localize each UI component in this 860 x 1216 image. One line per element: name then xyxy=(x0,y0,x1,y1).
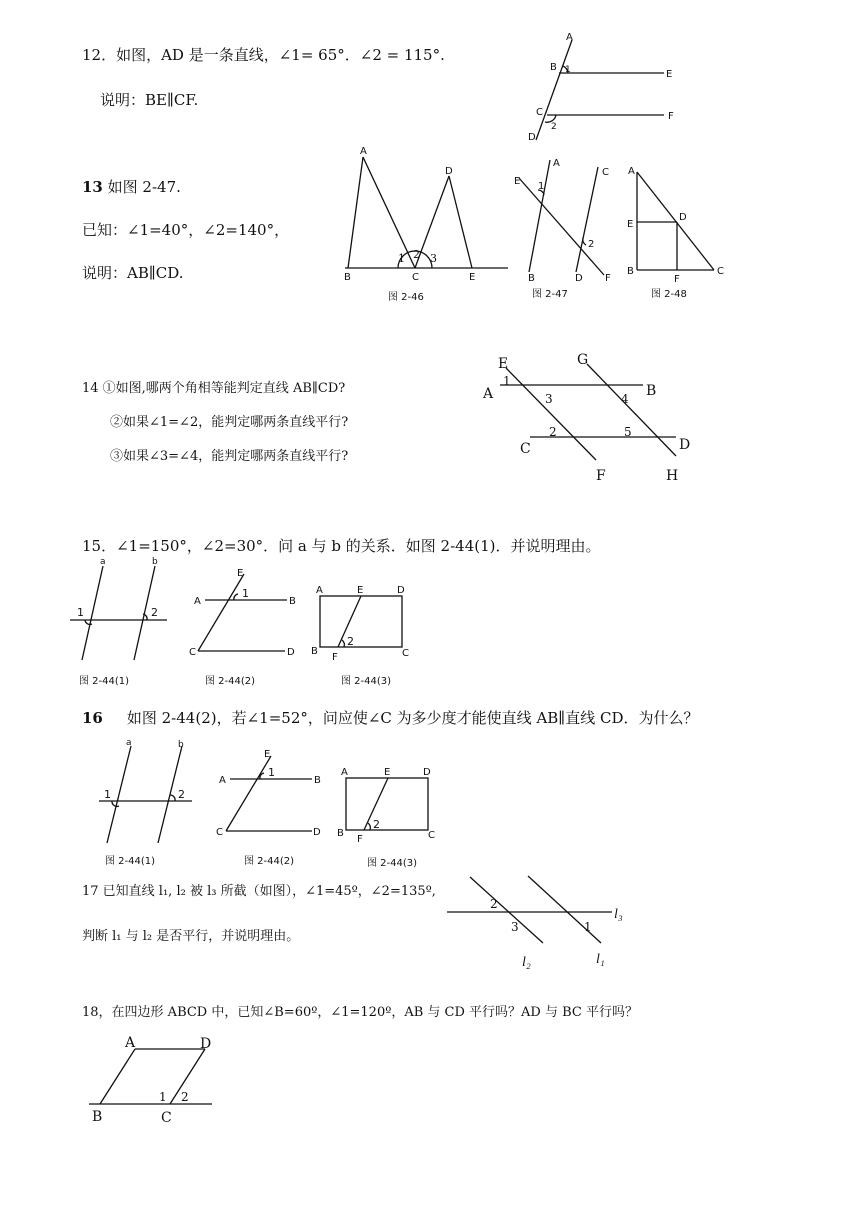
caption: 图 2-44(2) xyxy=(244,856,295,867)
figure-2-47 xyxy=(514,158,611,300)
segment-ab xyxy=(348,157,363,268)
label-c: C xyxy=(717,266,724,277)
label-l3: l₃ xyxy=(614,907,623,922)
line-a xyxy=(82,566,103,660)
label-angle-2: 2 xyxy=(151,606,158,619)
angle-2-arc xyxy=(368,823,370,830)
label-a: A xyxy=(628,166,635,177)
label-b: b xyxy=(152,557,158,567)
label-b: B xyxy=(337,828,344,839)
q17-given: 17 已知直线 l₁, l₂ 被 l₃ 所截（如图），∠1=45º，∠2=135º, xyxy=(82,884,436,899)
q12-figure xyxy=(528,32,674,143)
label-c: C xyxy=(161,1110,172,1126)
label-d: D xyxy=(445,166,453,177)
label-f: F xyxy=(332,652,338,663)
label-d: D xyxy=(200,1036,212,1052)
label-d: D xyxy=(397,585,405,596)
caption: 图 2-44(3) xyxy=(341,676,392,687)
label-a: A xyxy=(566,32,573,43)
label-e: E xyxy=(498,356,509,372)
angle-2-arc xyxy=(583,238,586,245)
label-d: D xyxy=(575,273,583,284)
label-l2: l₂ xyxy=(522,955,531,970)
label-e: E xyxy=(627,219,634,230)
q15-figure-2-44-2 xyxy=(189,568,296,687)
label-c: C xyxy=(189,647,196,658)
label-c: C xyxy=(428,830,435,841)
q16-figure-2-44-1 xyxy=(99,738,192,867)
transversal xyxy=(226,756,271,831)
figure-2-48 xyxy=(627,166,724,300)
q14-part1: 14 ①如图,哪两个角相等能判定直线 AB∥CD? xyxy=(82,381,346,396)
angle-1-arc xyxy=(234,594,238,600)
q18-statement: 18，在四边形 ABCD 中，已知∠B=60º，∠1=120º，AB 与 CD 平行吗？AD 与 BC 平行吗？ xyxy=(82,1005,638,1020)
label-b: B xyxy=(646,383,657,399)
label-a: A xyxy=(125,1035,136,1051)
label-angle-3: 3 xyxy=(545,392,553,406)
label-angle-2: 2 xyxy=(181,1090,189,1104)
label-angle-1: 1 xyxy=(159,1090,167,1104)
label-a: A xyxy=(483,386,494,402)
label-b: B xyxy=(344,272,351,283)
label-d: D xyxy=(528,132,536,143)
label-b: B xyxy=(314,775,321,786)
label-e: E xyxy=(469,272,476,283)
label-l1: l₁ xyxy=(596,952,605,967)
caption: 图 2-48 xyxy=(651,289,687,300)
label-a: A xyxy=(360,146,367,157)
label-angle-1: 1 xyxy=(538,181,545,192)
line-ab xyxy=(529,160,550,272)
label-b: B xyxy=(528,273,535,284)
label-a: a xyxy=(126,738,132,748)
label-angle-1: 1 xyxy=(584,920,592,934)
label-b: b xyxy=(178,740,184,750)
segment-ac xyxy=(363,157,415,268)
label-f: F xyxy=(668,111,674,122)
label-angle-1: 1 xyxy=(77,606,84,619)
label-angle-1: 1 xyxy=(104,788,111,801)
line-gh xyxy=(587,364,676,456)
label-c: C xyxy=(602,167,609,178)
label-angle-2: 2 xyxy=(347,635,354,648)
label-angle-5: 5 xyxy=(624,425,632,439)
label-a: A xyxy=(553,158,560,169)
q16-text: 如图 2-44(2)，若∠1=52°，问应使∠C 为多少度才能使直线 AB∥直线 CD．为什么？ xyxy=(126,709,699,727)
label-d: D xyxy=(679,437,691,453)
label-c: C xyxy=(216,827,223,838)
label-f: F xyxy=(674,274,680,285)
angle-2-arc xyxy=(170,795,175,801)
label-e: E xyxy=(264,749,271,760)
label-angle-2: 2 xyxy=(551,122,557,132)
q12-statement: 12．如图，AD 是一条直线，∠1= 65°．∠2 = 115°. xyxy=(82,46,445,64)
q16-number: 16 xyxy=(82,709,103,727)
label-f: F xyxy=(596,468,606,484)
label-e: E xyxy=(666,69,673,80)
label-angle-2: 2 xyxy=(549,425,557,439)
caption: 图 2-46 xyxy=(388,292,424,303)
label-angle-2: 2 xyxy=(413,248,420,261)
label-e: E xyxy=(514,176,521,187)
label-a: a xyxy=(100,557,106,567)
caption: 图 2-47 xyxy=(532,289,568,300)
label-angle-2: 2 xyxy=(588,239,595,250)
caption: 图 2-44(1) xyxy=(105,856,156,867)
q14-part2: ②如果∠1=∠2，能判定哪两条直线平行? xyxy=(110,415,349,430)
side-ab xyxy=(100,1049,135,1104)
label-c: C xyxy=(402,648,409,659)
label-angle-2: 2 xyxy=(490,897,498,911)
label-b: B xyxy=(92,1109,103,1125)
line-l2 xyxy=(470,877,543,943)
label-h: H xyxy=(666,468,679,484)
segment-de xyxy=(449,176,472,268)
side-ac xyxy=(637,172,714,270)
q13-question: 说明：AB∥CD. xyxy=(82,264,184,282)
q17-figure xyxy=(447,876,623,970)
q15-figure-2-44-3 xyxy=(311,585,409,687)
label-angle-4: 4 xyxy=(621,392,629,406)
label-angle-3: 3 xyxy=(430,252,437,265)
label-d: D xyxy=(423,767,431,778)
q17-question: 判断 l₁ 与 l₂ 是否平行，并说明理由。 xyxy=(82,929,300,944)
q15-statement: 15．∠1=150°，∠2=30°．问 a 与 b 的关系．如图 2-44(1)．并说明理由。 xyxy=(82,537,601,555)
q15-figure-2-44-1 xyxy=(70,557,167,687)
label-a: A xyxy=(316,585,323,596)
label-b: B xyxy=(627,266,634,277)
figure-2-46 xyxy=(344,146,508,303)
caption: 图 2-44(3) xyxy=(367,858,418,869)
caption: 图 2-44(1) xyxy=(79,676,130,687)
label-e: E xyxy=(357,585,364,596)
q14-part3: ③如果∠3=∠4，能判定哪两条直线平行? xyxy=(110,449,349,464)
q16-figure-2-44-2 xyxy=(216,749,321,867)
label-angle-1: 1 xyxy=(268,766,275,779)
angle-2-arc xyxy=(342,640,344,647)
label-a: A xyxy=(219,775,226,786)
label-d: D xyxy=(679,212,687,223)
label-d: D xyxy=(287,647,295,658)
label-f: F xyxy=(357,834,363,845)
label-angle-1: 1 xyxy=(503,374,511,388)
angle-1-arc xyxy=(112,801,119,806)
label-angle-3: 3 xyxy=(511,920,519,934)
label-c: C xyxy=(412,272,419,283)
q13-number: 13 xyxy=(82,178,103,196)
q18-figure xyxy=(89,1035,212,1126)
label-angle-1: 1 xyxy=(242,587,249,600)
q12-question: 说明：BE∥CF. xyxy=(100,91,199,109)
q13-title: 如图 2-47. xyxy=(102,178,181,196)
label-e: E xyxy=(384,767,391,778)
rectangle-abcd xyxy=(320,596,402,647)
transversal xyxy=(198,574,244,651)
label-angle-1: 1 xyxy=(398,252,405,265)
label-angle-2: 2 xyxy=(373,818,380,831)
label-b: B xyxy=(550,62,557,73)
label-f: F xyxy=(605,273,611,284)
label-b: B xyxy=(289,596,296,607)
q14-figure xyxy=(482,352,690,484)
label-a: A xyxy=(341,767,348,778)
label-e: E xyxy=(237,568,244,579)
label-g: G xyxy=(577,352,589,368)
rectangle-abcd xyxy=(346,778,428,830)
caption: 图 2-44(2) xyxy=(205,676,256,687)
label-b: B xyxy=(311,646,318,657)
q16-figure-2-44-3 xyxy=(337,767,435,869)
label-angle-1: 1 xyxy=(565,65,571,75)
label-d: D xyxy=(313,827,321,838)
label-c: C xyxy=(520,441,531,457)
label-angle-2: 2 xyxy=(178,788,185,801)
label-c: C xyxy=(536,107,543,118)
q13-given: 已知：∠1=40°，∠2=140°， xyxy=(82,221,290,239)
label-a: A xyxy=(194,596,201,607)
